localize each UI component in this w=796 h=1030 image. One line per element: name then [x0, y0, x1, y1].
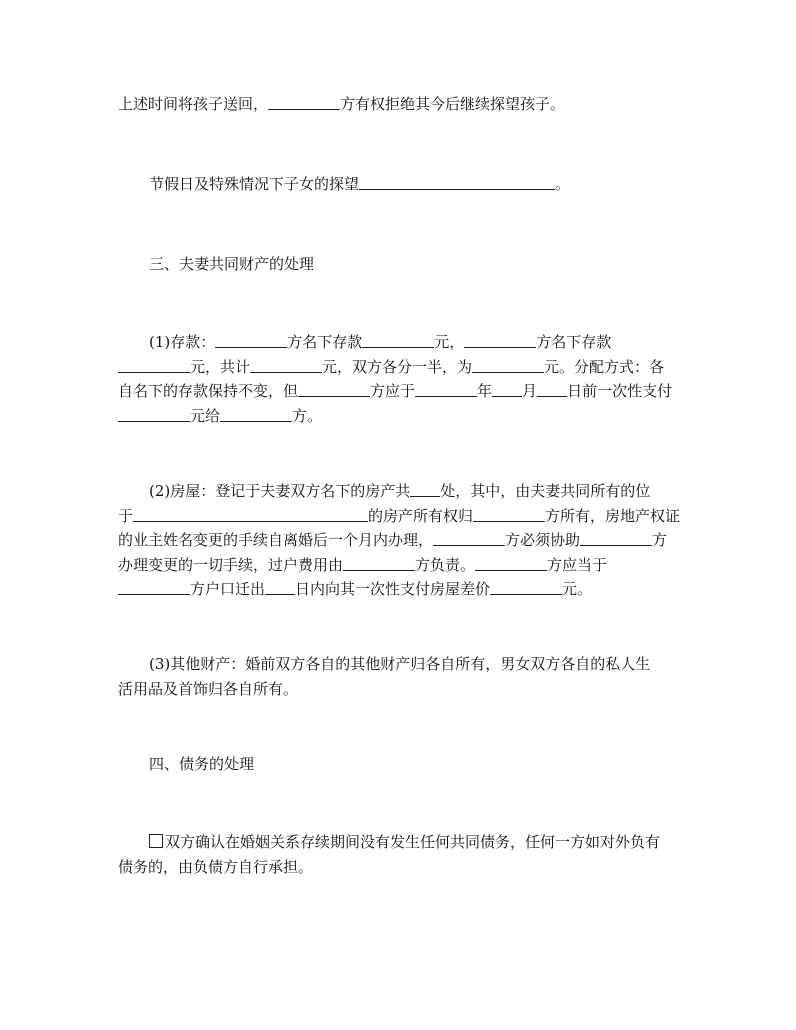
- text-segment: 元，共计: [190, 357, 251, 376]
- blank-field[interactable]: [537, 382, 567, 397]
- section-heading-debts: 四、债务的处理: [149, 755, 255, 773]
- text-segment: 方名下存款: [287, 333, 363, 351]
- text-segment: 方必须协助: [505, 531, 581, 549]
- paragraph-deposits: [118, 330, 684, 428]
- blank-field[interactable]: [118, 358, 190, 373]
- blank-field[interactable]: [133, 507, 368, 522]
- text-segment: 元，: [434, 333, 465, 351]
- blank-field[interactable]: [490, 580, 562, 595]
- paragraph-return-child: [118, 92, 684, 117]
- text-segment: 方名下存款: [536, 333, 612, 351]
- text-segment: (2)房屋：登记于夫妻双方名下的房产共: [149, 482, 411, 500]
- blank-field[interactable]: [410, 482, 440, 497]
- text-segment: 方。: [292, 406, 323, 425]
- blank-field[interactable]: [415, 382, 477, 397]
- blank-field[interactable]: [362, 333, 434, 348]
- section-heading-property: 三、夫妻共同财产的处理: [149, 255, 315, 273]
- text-line: 活用品及首饰归各自所有。: [118, 679, 299, 698]
- text-segment: 元。: [562, 580, 593, 598]
- text-segment: 元。分配方式：各: [544, 357, 665, 376]
- text-segment: 日内向其一次性支付房屋差价: [295, 580, 491, 598]
- text-segment: 的业主姓名变更的手续自离婚后一个月内办理，: [118, 531, 434, 549]
- text-segment: 处，其中，由夫妻共同所有的位: [440, 482, 651, 500]
- text-segment: 方应当于: [547, 555, 608, 574]
- text-segment: 方应于: [370, 382, 416, 400]
- blank-field[interactable]: [118, 580, 190, 595]
- text-segment: 元，双方各分一半，为: [322, 357, 473, 376]
- text-segment: 元给: [190, 406, 221, 425]
- text-segment: 的房产所有权归: [368, 506, 474, 525]
- blank-field[interactable]: [433, 531, 505, 546]
- blank-field[interactable]: [343, 556, 415, 571]
- text-segment: 自名下的存款保持不变，但: [118, 382, 299, 400]
- text-segment: 方所有，房地产权证: [545, 506, 681, 525]
- paragraph-holiday-visit: [149, 172, 715, 197]
- blank-field[interactable]: [473, 507, 545, 522]
- blank-field[interactable]: [268, 95, 340, 110]
- text-segment: 方有权拒绝其今后继续探望孩子。: [340, 95, 566, 113]
- blank-field[interactable]: [118, 407, 190, 422]
- text-segment: 月: [522, 382, 538, 400]
- text-segment: 方: [652, 531, 668, 549]
- text-segment: 节假日及特殊情况下子女的探望: [149, 175, 360, 193]
- blank-field[interactable]: [359, 175, 555, 190]
- text-segment: 。: [555, 175, 571, 193]
- text-line: 债务的，由负债方自行承担。: [118, 857, 314, 876]
- text-segment: 方户口迁出: [190, 580, 266, 598]
- blank-field[interactable]: [464, 333, 536, 348]
- blank-field[interactable]: [215, 333, 287, 348]
- text-segment: (1)存款：: [149, 333, 216, 351]
- blank-field[interactable]: [492, 382, 522, 397]
- blank-field[interactable]: [298, 382, 370, 397]
- blank-field[interactable]: [475, 556, 547, 571]
- text-segment: 双方确认在婚姻关系存续期间没有发生任何共同债务，任何一方如对外负有: [165, 833, 661, 851]
- text-segment: 方负责。: [415, 555, 476, 574]
- blank-field[interactable]: [472, 358, 544, 373]
- blank-field[interactable]: [220, 407, 292, 422]
- paragraph-debts: [118, 830, 684, 879]
- paragraph-housing: [118, 479, 684, 602]
- blank-field[interactable]: [580, 531, 652, 546]
- text-segment: 办理变更的一切手续，过户费用由: [118, 555, 344, 574]
- blank-field[interactable]: [250, 358, 322, 373]
- text-segment: 年: [477, 382, 493, 400]
- text-segment: 于: [118, 506, 134, 525]
- text-segment: 日前一次性支付: [567, 382, 673, 400]
- checkbox-icon[interactable]: [149, 834, 163, 848]
- text-line: (3)其他财产：婚前双方各自的其他财产归各自所有，男女双方各自的私人生: [149, 655, 651, 673]
- text-segment: 上述时间将孩子送回，: [118, 95, 269, 113]
- paragraph-other-property: [118, 652, 684, 701]
- blank-field[interactable]: [265, 580, 295, 595]
